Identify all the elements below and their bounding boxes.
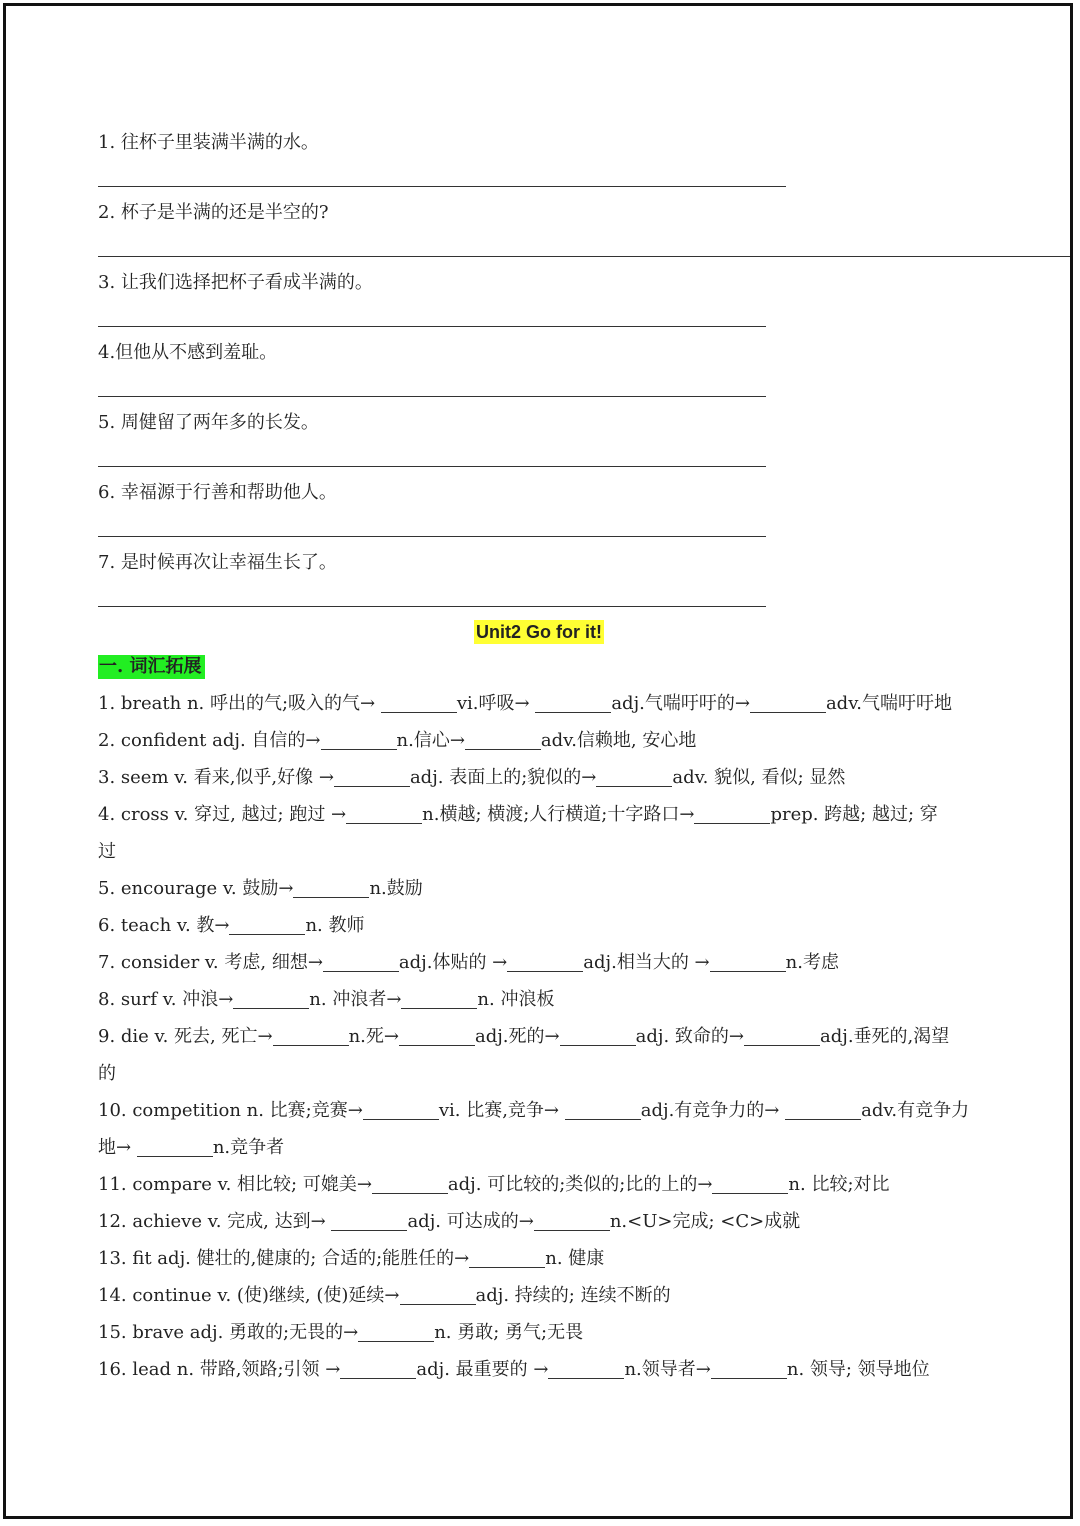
fill-in-blank[interactable] <box>293 875 369 898</box>
vocab-row <box>98 1129 988 1166</box>
fill-in-blank[interactable] <box>323 949 399 972</box>
fill-in-blank[interactable] <box>399 1023 475 1046</box>
vocab-row <box>98 759 988 796</box>
vocab-row <box>98 833 988 870</box>
vocab-text: 2. confident adj. 自信的→ <box>98 730 321 751</box>
vocab-text: adv. 貌似, 看似; 显然 <box>672 767 846 788</box>
vocab-text: 15. brave adj. 勇敢的;无畏的→ <box>98 1322 359 1343</box>
unit-title: Unit2 Go for it! <box>476 622 602 642</box>
vocab-text: adj. 表面上的;貌似的→ <box>409 767 597 788</box>
fill-in-blank[interactable] <box>560 1023 636 1046</box>
vocab-text: 5. encourage v. 鼓励→ <box>98 878 294 899</box>
question-5: 5. 周健留了两年多的长发。 <box>98 412 319 433</box>
vocab-text: 9. die v. 死去, 死亡→ <box>98 1026 273 1047</box>
vocab-row <box>98 1203 988 1240</box>
fill-in-blank[interactable] <box>534 1208 610 1231</box>
vocab-text: n.信心→ <box>396 730 465 751</box>
vocab-list <box>98 685 988 1388</box>
vocab-text: vi. 比赛,竞争→ <box>438 1100 565 1121</box>
fill-in-blank[interactable] <box>346 801 422 824</box>
fill-in-blank[interactable] <box>340 1356 416 1379</box>
fill-in-blank[interactable] <box>710 949 786 972</box>
vocab-row <box>98 685 988 722</box>
vocab-text: n.<U>完成; <C>成就 <box>609 1211 801 1232</box>
fill-in-blank[interactable] <box>273 1023 349 1046</box>
vocab-row <box>98 1055 988 1092</box>
fill-in-blank[interactable] <box>712 1171 788 1194</box>
vocab-text: n. 比较;对比 <box>788 1174 890 1195</box>
vocab-text: 13. fit adj. 健壮的,健康的; 合适的;能胜任的→ <box>98 1248 470 1269</box>
vocab-text: n.考虑 <box>785 952 839 973</box>
fill-in-blank[interactable] <box>137 1134 213 1157</box>
answer-line-5[interactable] <box>98 466 766 467</box>
fill-in-blank[interactable] <box>401 986 477 1009</box>
vocab-text: n. 教师 <box>305 915 365 936</box>
fill-in-blank[interactable] <box>469 1245 545 1268</box>
vocab-text: 16. lead n. 带路,领路;引领 → <box>98 1359 341 1380</box>
fill-in-blank[interactable] <box>565 1097 641 1120</box>
vocab-text: 12. achieve v. 完成, 达到→ <box>98 1211 332 1232</box>
answer-line-2[interactable] <box>98 256 1070 257</box>
vocab-row <box>98 1240 988 1277</box>
fill-in-blank[interactable] <box>372 1171 448 1194</box>
fill-in-blank[interactable] <box>711 1356 787 1379</box>
vocab-text: adj. 可达成的→ <box>407 1211 534 1232</box>
fill-in-blank[interactable] <box>507 949 583 972</box>
vocab-row <box>98 1277 988 1314</box>
vocab-text: adj.气喘吁吁的→ <box>611 693 750 714</box>
vocab-text: 14. continue v. (使)继续, (使)延续→ <box>98 1285 400 1306</box>
vocab-text: 4. cross v. 穿过, 越过; 跑过 → <box>98 804 347 825</box>
fill-in-blank[interactable] <box>229 912 305 935</box>
answer-line-6[interactable] <box>98 536 766 537</box>
question-7: 7. 是时候再次让幸福生长了。 <box>98 552 337 573</box>
fill-in-blank[interactable] <box>321 727 397 750</box>
vocab-text: 8. surf v. 冲浪→ <box>98 989 234 1010</box>
vocab-text: adj.有竞争力的→ <box>640 1100 786 1121</box>
vocab-text: adj.垂死的,渴望 <box>819 1026 950 1047</box>
vocab-text: vi.呼吸→ <box>456 693 536 714</box>
fill-in-blank[interactable] <box>331 1208 407 1231</box>
vocab-text: n.竞争者 <box>212 1137 285 1158</box>
vocab-text: 10. competition n. 比赛;竞赛→ <box>98 1100 363 1121</box>
vocab-row <box>98 870 988 907</box>
question-6: 6. 幸福源于行善和帮助他人。 <box>98 482 337 503</box>
vocab-row <box>98 1351 988 1388</box>
vocab-text: n. 冲浪者→ <box>309 989 402 1010</box>
vocab-text: 3. seem v. 看来,似乎,好像 → <box>98 767 334 788</box>
fill-in-blank[interactable] <box>750 690 826 713</box>
vocab-text: adv.有竞争力 <box>861 1100 970 1121</box>
question-2: 2. 杯子是半满的还是半空的? <box>98 202 329 223</box>
vocab-text: adj.体贴的 → <box>398 952 508 973</box>
answer-line-7[interactable] <box>98 606 766 607</box>
vocab-row <box>98 907 988 944</box>
vocab-text: n.鼓励 <box>369 878 423 899</box>
vocab-text: 过 <box>98 841 116 862</box>
vocab-text: 6. teach v. 教→ <box>98 915 230 936</box>
vocab-text: 7. consider v. 考虑, 细想→ <box>98 952 323 973</box>
question-4: 4.但他从不感到羞耻。 <box>98 342 278 363</box>
vocab-text: adj. 致命的→ <box>635 1026 744 1047</box>
fill-in-blank[interactable] <box>548 1356 624 1379</box>
fill-in-blank[interactable] <box>596 764 672 787</box>
answer-line-1[interactable] <box>98 186 786 187</box>
vocab-text: n. 勇敢; 勇气;无畏 <box>434 1322 584 1343</box>
vocab-text: n. 冲浪板 <box>477 989 555 1010</box>
vocab-text: adv.信赖地, 安心地 <box>540 730 697 751</box>
vocab-text: n. 健康 <box>545 1248 605 1269</box>
fill-in-blank[interactable] <box>535 690 611 713</box>
vocab-text: adj. 持续的; 连续不断的 <box>475 1285 671 1306</box>
fill-in-blank[interactable] <box>744 1023 820 1046</box>
vocab-text: 地→ <box>98 1137 137 1158</box>
fill-in-blank[interactable] <box>233 986 309 1009</box>
vocab-text: n.横越; 横渡;人行横道;十字路口→ <box>422 804 695 825</box>
vocab-text: adv.气喘吁吁地 <box>825 693 952 714</box>
fill-in-blank[interactable] <box>334 764 410 787</box>
vocab-row <box>98 1314 988 1351</box>
vocab-row <box>98 796 988 833</box>
vocab-row <box>98 1092 988 1129</box>
fill-in-blank[interactable] <box>363 1097 439 1120</box>
vocab-text: adj.相当大的 → <box>583 952 710 973</box>
vocab-text: adj. 最重要的 → <box>416 1359 549 1380</box>
vocab-text: 1. breath n. 呼出的气;吸入的气→ <box>98 693 381 714</box>
question-3: 3. 让我们选择把杯子看成半满的。 <box>98 272 373 293</box>
fill-in-blank[interactable] <box>694 801 770 824</box>
fill-in-blank[interactable] <box>381 690 457 713</box>
vocab-text: adj. 可比较的;类似的;比的上的→ <box>447 1174 713 1195</box>
vocab-text: 11. compare v. 相比较; 可媲美→ <box>98 1174 372 1195</box>
answer-line-4[interactable] <box>98 396 766 397</box>
vocab-text: n.领导者→ <box>624 1359 711 1380</box>
vocab-text: 的 <box>98 1063 116 1084</box>
fill-in-blank[interactable] <box>400 1282 476 1305</box>
vocab-text: prep. 跨越; 越过; 穿 <box>770 804 938 825</box>
answer-line-3[interactable] <box>98 326 766 327</box>
fill-in-blank[interactable] <box>465 727 541 750</box>
vocab-row <box>98 722 988 759</box>
vocab-text: adj.死的→ <box>474 1026 560 1047</box>
section-heading: 一. 词汇拓展 <box>98 655 205 679</box>
vocab-row <box>98 1018 988 1055</box>
question-1: 1. 往杯子里装满半满的水。 <box>98 132 319 153</box>
vocab-text: n. 领导; 领导地位 <box>786 1359 930 1380</box>
vocab-row <box>98 981 988 1018</box>
vocab-row <box>98 1166 988 1203</box>
vocab-text: n.死→ <box>348 1026 399 1047</box>
vocab-row <box>98 944 988 981</box>
fill-in-blank[interactable] <box>785 1097 861 1120</box>
fill-in-blank[interactable] <box>358 1319 434 1342</box>
